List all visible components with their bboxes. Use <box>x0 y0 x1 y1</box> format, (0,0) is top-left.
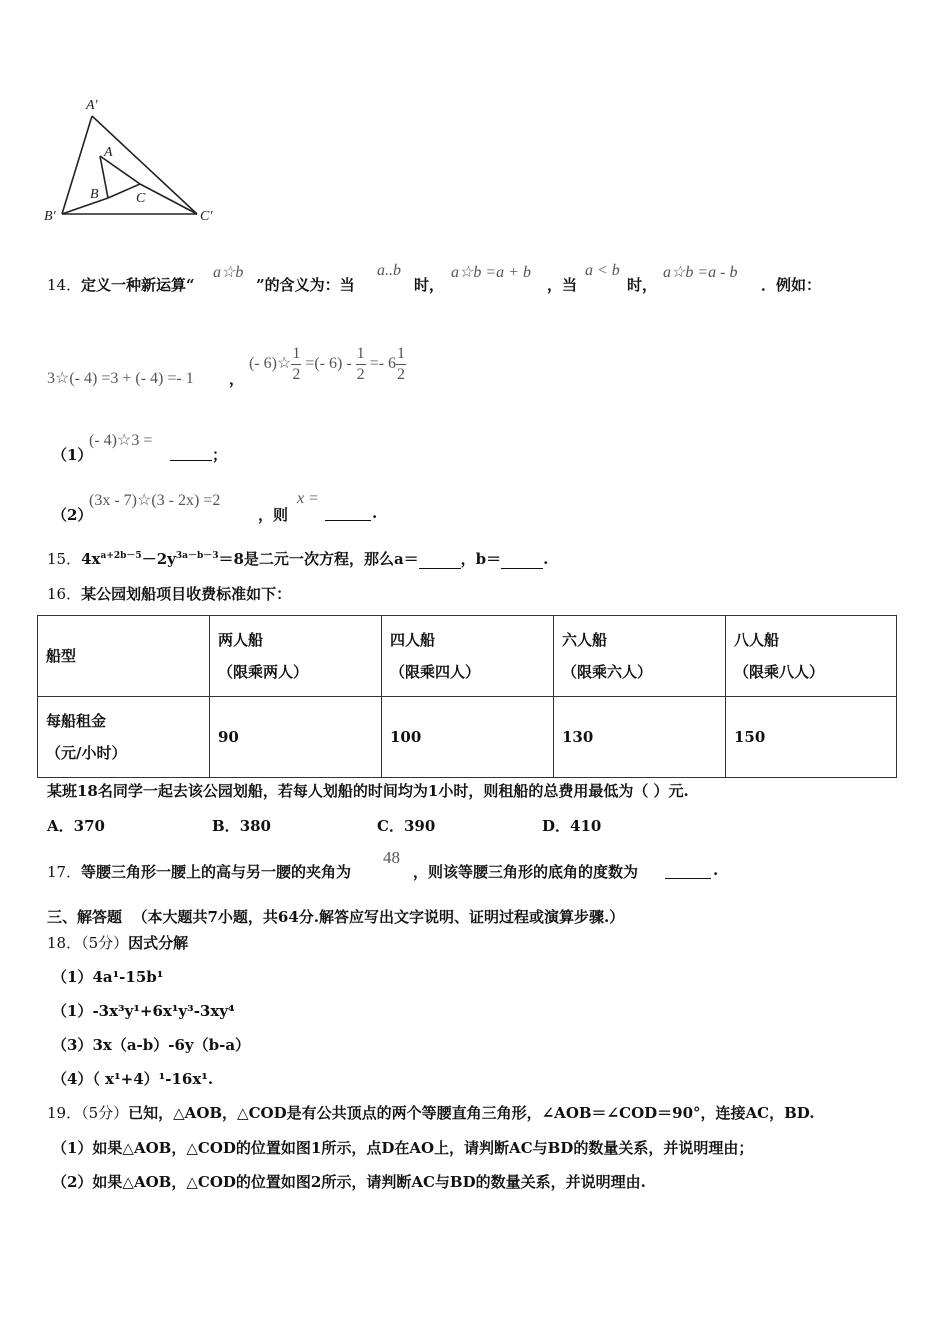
q14-example2 <box>249 346 406 383</box>
triangle-figure <box>40 92 230 232</box>
q15-blank-a[interactable] <box>419 550 461 569</box>
option-b[interactable]: B．380 <box>212 817 271 835</box>
table-price-1: 90 <box>210 697 382 778</box>
q15-t4: ，b＝ <box>460 550 502 568</box>
q14-p1-tail: ； <box>212 446 228 464</box>
table-price-3: 130 <box>554 697 726 778</box>
q17-number: 17． <box>47 863 82 881</box>
table-row-label: 每船租金 （元/小时） <box>38 697 210 778</box>
q14-ex2-frac3: $\frac{1}{2}$ <box>397 345 406 383</box>
option-d[interactable]: D．410 <box>542 817 602 835</box>
q19-header: 19．（5分）已知，△AOB，△COD是有公共顶点的两个等腰直角三角形，∠AOB＝∠COD＝90°，连接AC，BD. <box>47 1104 815 1122</box>
q15-blank-b[interactable] <box>501 550 543 569</box>
label-b: B <box>90 187 99 202</box>
q14-example1: 3☆(- 4) =3 + (- 4) =- 1 <box>47 370 194 387</box>
q14-p1-blank[interactable] <box>170 460 212 461</box>
q14-p1-expr: (- 4)☆3 = <box>89 432 153 449</box>
q18-header: 18．（5分）因式分解 <box>47 934 189 952</box>
label-a-prime: A′ <box>86 98 98 113</box>
q14-number: 14． <box>47 276 82 294</box>
label-c-prime: C′ <box>200 209 213 224</box>
q17-line <box>47 848 767 880</box>
q17-angle: 48 <box>383 848 400 867</box>
edge-c-c1 <box>140 184 197 214</box>
q14-p2-expr: (3x - 7)☆(3 - 2x) =2 <box>89 492 221 509</box>
q14-ex2-frac1: $\frac{1}{2}$ <box>292 345 301 383</box>
q14-cond1: a..b <box>377 262 401 279</box>
q16-question: 某班18名同学一起去该公园划船，若每人划船的时间均为1小时，则租船的总费用最低为（ ）元. <box>47 782 689 800</box>
q16-text: 某公园划船项目收费标准如下： <box>81 585 292 603</box>
q19-part1: （1）如果△AOB，△COD的位置如图1所示，点D在AO上，请判断AC与BD的数量关系，并说明理由； <box>52 1139 754 1157</box>
q14-p2-mid: ，则 <box>258 506 289 524</box>
q16-options <box>47 815 747 835</box>
q14-p1-label: （1） <box>52 446 93 464</box>
label-c: C <box>136 191 146 206</box>
q15-number: 15． <box>47 550 82 568</box>
q14-p2-blank[interactable] <box>325 520 371 521</box>
table-price-4: 150 <box>726 697 897 778</box>
q14-p2-tail: . <box>372 504 378 522</box>
q17-t3: . <box>713 861 719 879</box>
q14-intro-a: 定义一种新运算“ <box>81 276 195 294</box>
q14-cond2: a < b <box>585 262 620 279</box>
edge-b-b1 <box>62 198 108 214</box>
q15-t1: 4x <box>81 550 101 568</box>
q15-line <box>47 548 548 569</box>
q14-op: a☆b <box>213 264 244 281</box>
table-cell-boat-4: 八人船 （限乘八人） <box>726 616 897 697</box>
q14-rule1: a☆b =a + b <box>451 264 531 281</box>
q14-ex2-part-c: =- 6 <box>365 355 397 373</box>
q14-p2-var: x = <box>297 490 319 507</box>
q17-blank[interactable] <box>665 878 711 879</box>
q18-item: （1）4a¹-15b¹ <box>52 968 164 986</box>
label-b-prime: B′ <box>44 209 56 224</box>
table-row <box>38 697 897 778</box>
q16-line <box>47 583 291 604</box>
table-cell-boat-1: 两人船 （限乘两人） <box>210 616 382 697</box>
q14-then1-a: 时， <box>414 276 445 294</box>
table-price-2: 100 <box>382 697 554 778</box>
q18-item: （3）3x（a-b）-6y（b-a） <box>52 1036 251 1054</box>
q17-t1: 等腰三角形一腰上的高与另一腰的夹角为 <box>81 863 352 881</box>
q18-item: （1）-3x³y¹+6x¹y³-3xy⁴ <box>52 1002 235 1020</box>
edge-a-c <box>100 156 140 184</box>
q15-t2: －2y <box>141 550 176 568</box>
q15-sup1: a+2b－5 <box>100 551 142 561</box>
q14-then2-b: ．例如： <box>761 276 822 294</box>
q19-part2: （2）如果△AOB，△COD的位置如图2所示，请判断AC与BD的数量关系，并说明理由. <box>52 1173 646 1191</box>
q17-t2: ，则该等腰三角形的底角的度数为 <box>413 863 639 881</box>
q14-ex2-frac2: $\frac{1}{2}$ <box>356 345 365 383</box>
q15-sup2: 3a－b－3 <box>175 551 219 561</box>
q15-t3: ＝8是二元一次方程，那么a＝ <box>218 550 419 568</box>
q15-t5: . <box>543 550 549 568</box>
label-a: A <box>104 145 113 160</box>
edge-a-b <box>100 156 108 198</box>
q14-then1-b: ，当 <box>547 276 578 294</box>
q14-intro-b: ”的含义为：当 <box>256 276 355 294</box>
table-header-label: 船型 <box>38 616 210 697</box>
q14-example-sep: ， <box>229 370 245 388</box>
table-cell-boat-3: 六人船 （限乘六人） <box>554 616 726 697</box>
section-title: 三、解答题 （本大题共7小题，共64分.解答应写出文字说明、证明过程或演算步骤.） <box>47 908 625 926</box>
option-c[interactable]: C．390 <box>377 817 436 835</box>
table-row <box>38 616 897 697</box>
q14-ex2-part-b: =(- 6) - <box>301 355 352 373</box>
option-a[interactable]: A．370 <box>47 817 105 835</box>
q18-item: （4）（ x¹+4）¹-16x¹. <box>52 1070 214 1088</box>
q16-number: 16． <box>47 585 82 603</box>
q14-p2-label: （2） <box>52 506 93 524</box>
q14-then2-a: 时， <box>627 276 658 294</box>
fee-table <box>37 615 897 778</box>
q14-rule2: a☆b =a - b <box>663 264 738 281</box>
table-cell-boat-2: 四人船 （限乘四人） <box>382 616 554 697</box>
edge-a1-b1 <box>62 116 92 214</box>
q14-ex2-part-a: (- 6)☆ <box>249 355 292 373</box>
